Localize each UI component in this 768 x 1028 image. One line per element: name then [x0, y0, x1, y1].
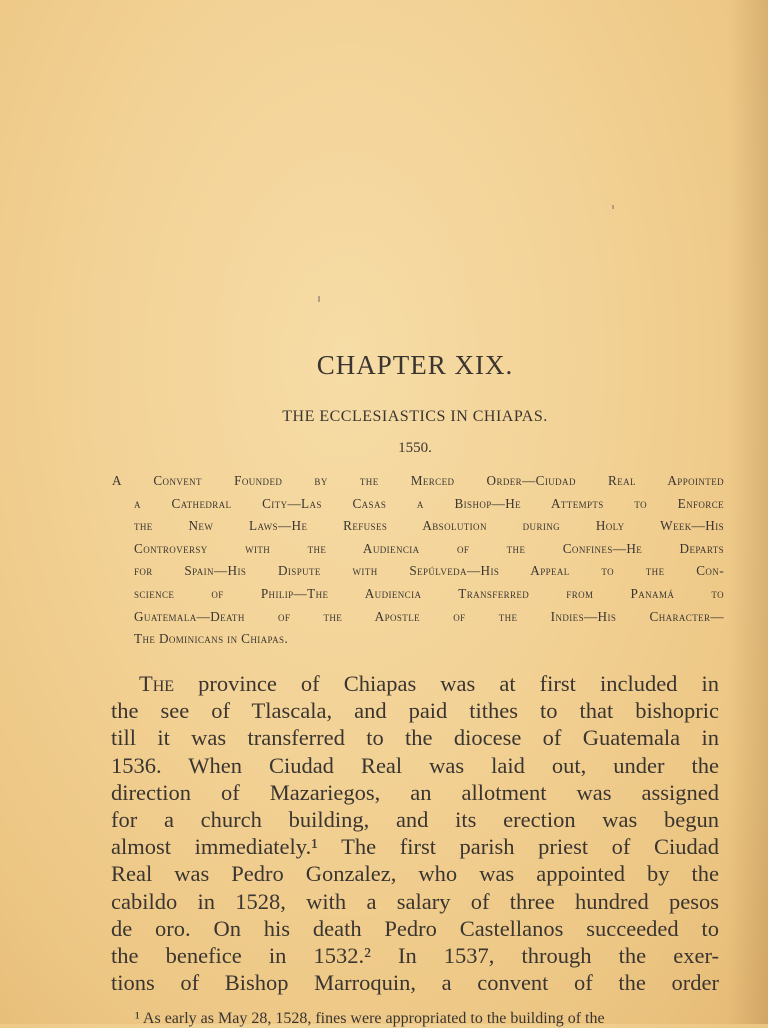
synopsis-line: Controversy with the Audiencia of the Confines—He Departs	[134, 540, 724, 556]
body-line: direction of Mazariegos, an allotment was assigned	[111, 779, 719, 805]
body-line: almost immediately.¹ The first parish priest of Ciudad	[111, 834, 719, 860]
paper-speck	[612, 205, 614, 209]
chapter-synopsis	[112, 470, 724, 651]
chapter-heading: CHAPTER XIX.	[316, 350, 514, 380]
chapter-subtitle: THE ECCLESIASTICS IN CHIAPAS.	[282, 408, 548, 425]
page-edge-shadow	[728, 0, 768, 1024]
body-line: Real was Pedro Gonzalez, who was appointed by the	[111, 861, 719, 887]
body-line: till it was transferred to the diocese of Guatemala in	[111, 725, 719, 751]
paper-speck	[318, 296, 320, 302]
body-line: cabildo in 1528, with a salary of three hundred pesos	[111, 888, 719, 914]
synopsis-line: the New Laws—He Refuses Absolution during Holy Week—His	[134, 518, 725, 534]
body-line: the benefice in 1532.² In 1537, through the exer-	[111, 943, 719, 969]
body-line	[111, 670, 719, 697]
body-line-text: province of Chiapas was at first included in	[174, 671, 719, 696]
synopsis-line: a Cathedral City—Las Casas a Bishop—He Attempts to Enforce	[134, 495, 724, 511]
synopsis-line: A Convent Founded by the Merced Order—Ciudad Real Appointed	[112, 473, 724, 488]
synopsis-line: The Dominicans in Chiapas.	[134, 631, 289, 647]
body-line: 1536. When Ciudad Real was laid out, under the	[111, 752, 719, 778]
footnote: ¹ As early as May 28, 1528, fines were appropriated to the building of the	[135, 1010, 605, 1027]
synopsis-line: Guatemala—Death of the Apostle of the Indies—His Character—	[134, 608, 724, 624]
chapter-year: 1550.	[398, 440, 432, 456]
synopsis-line: for Spain—His Dispute with Sepúlveda—His Appeal to the Con-	[134, 563, 724, 579]
opening-word: The	[139, 671, 175, 696]
body-line: the see of Tlascala, and paid tithes to that bishopric	[111, 698, 719, 724]
body-line: for a church building, and its erection was begun	[111, 807, 719, 833]
body-paragraph	[111, 670, 719, 996]
body-line: de oro. On his death Pedro Castellanos succeeded to	[111, 915, 719, 941]
synopsis-line: science of Philip—The Audiencia Transferred from Panamá to	[134, 585, 724, 601]
body-line: tions of Bishop Marroquin, a convent of the order	[111, 970, 719, 996]
